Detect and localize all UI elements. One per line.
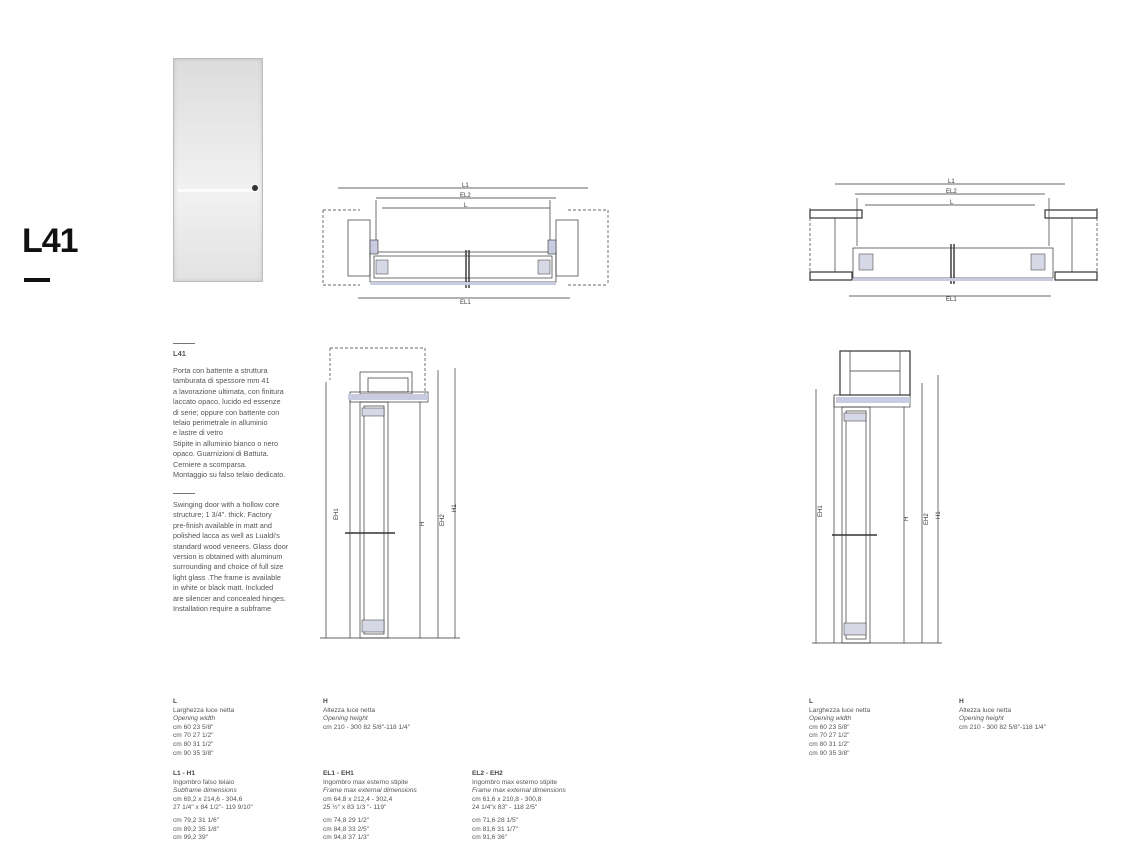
spec-H <box>323 698 410 732</box>
label-EL1: EL1 <box>460 300 471 305</box>
spec-name: Larghezza luce netta <box>173 706 235 714</box>
spec-row: cm 74,8 29 1/2" <box>323 816 369 824</box>
label-H1: H1 <box>936 511 942 519</box>
spec-row: cm 99,2 39" <box>173 834 208 842</box>
page-title: L41 <box>22 222 78 260</box>
section-drawing-right <box>812 345 947 650</box>
description-it-text: Porta con battente a struttura tamburata di spessore mm 41 a lavorazione ultimata, con finitura laccato opaco, lucido ed essenze di serie; oppure con battente con telaio perimetrale in alluminio e lastre di vetro Stipite in alluminio bianco o nero opaco. Guarnizioni di Battuta. Cerniere a scomparsa. Montaggio su falso telaio dedicato. <box>173 366 286 480</box>
spec-row: cm 89,2 35 1/8" <box>173 825 219 833</box>
spec-code: H <box>323 698 328 705</box>
spec-row: cm 60 23 5/8" <box>809 723 850 731</box>
description-en <box>173 500 313 614</box>
label-L: L <box>950 200 954 206</box>
plan-drawing-right <box>805 176 1105 301</box>
door-knob-icon <box>252 185 258 191</box>
spec-row: cm 80 31 1/2" <box>809 740 850 748</box>
label-L1: L1 <box>948 179 955 185</box>
spec-row: cm 90 35 3/8" <box>809 749 850 757</box>
label-EH1: EH1 <box>334 508 340 520</box>
spec-code: EL2 - EH2 <box>472 770 503 777</box>
spec-name-en: Opening height <box>959 715 1004 723</box>
spec-name: Ingombro max esterno stipite <box>472 778 558 786</box>
description-en-text: Swinging door with a hollow core structure; 1 3/4". thick. Factory pre-finish available in matt and polished lacca as well as Lualdi's standard wood veneers. Glass door version is obtained with aluminum surrounding and choice of full size light glass .The frame is available in white or black matt. Included are silencer and concealed hinges. Installation require a subframe <box>173 500 289 614</box>
divider <box>173 343 195 344</box>
spec-row: cm 81,6 31 1/7" <box>472 825 518 833</box>
spec-name: Larghezza luce netta <box>809 706 871 714</box>
spec-EL1-EH1 <box>323 770 417 843</box>
spec-row: cm 84,8 33 2/5" <box>323 825 369 833</box>
plan-drawing-left <box>318 180 613 305</box>
label-EH2: EH2 <box>924 513 930 525</box>
label-H: H <box>420 521 426 526</box>
label-EL2: EL2 <box>946 189 957 195</box>
spec-row: cm 60 23 5/8" <box>173 723 214 731</box>
spec-row: 25 ½" x 83 1/3 "- 119" <box>323 804 387 812</box>
spec-row: cm 210 - 300 82 5/8"-118 1/4" <box>323 723 411 731</box>
label-EH1: EH1 <box>818 505 824 517</box>
spec-row: cm 64,8 x 212,4 - 302,4 <box>323 795 393 803</box>
spec-code: EL1 - EH1 <box>323 770 354 777</box>
spec-row: cm 61,6 x 210,8 - 300,8 <box>472 795 542 803</box>
spec-row: cm 70 27 1/2" <box>173 732 214 740</box>
spec-row: cm 79,2 31 1/6" <box>173 816 219 824</box>
product-code: L41 <box>173 349 186 358</box>
spec-row: cm 80 31 1/2" <box>173 740 214 748</box>
spec-code: L1 - H1 <box>173 770 195 777</box>
spec-row: cm 210 - 300 82 5/8"-118 1/4" <box>959 723 1047 731</box>
label-EH2: EH2 <box>440 514 446 526</box>
spec-name: Altezza luce netta <box>323 706 376 714</box>
spec-row: 27 1/4" x 84 1/2"- 119 9/10" <box>173 804 253 812</box>
spec-code: H <box>959 698 964 705</box>
door-photo <box>173 58 263 282</box>
label-L: L <box>464 203 468 209</box>
spec-row: cm 71,6 28 1/5" <box>472 816 518 824</box>
title-underline <box>24 278 50 282</box>
label-EL1: EL1 <box>946 297 957 301</box>
spec-row: 24 1/4"x 83" - 118 2/5" <box>472 804 538 812</box>
spec-row: cm 94,8 37 1/3" <box>323 834 369 842</box>
spec-name-en: Opening height <box>323 715 368 723</box>
label-H1: H1 <box>452 504 458 512</box>
description-it <box>173 366 313 480</box>
spec-name-en: Opening width <box>173 715 216 723</box>
spec-name-en: Frame max external dimensions <box>472 787 566 795</box>
spec-row: cm 90 35 3/8" <box>173 749 214 757</box>
spec-name: Ingombro max esterno stipite <box>323 778 409 786</box>
divider <box>173 493 195 494</box>
spec-H-right <box>959 698 1046 732</box>
label-EL2: EL2 <box>460 193 471 199</box>
spec-name-en: Frame max external dimensions <box>323 787 417 795</box>
spec-code: L <box>809 698 814 705</box>
section-drawing-left <box>320 340 470 645</box>
spec-L1-H1 <box>173 770 253 843</box>
spec-name-en: Subframe dimensions <box>173 787 237 795</box>
spec-code: L <box>173 698 178 705</box>
spec-name: Altezza luce netta <box>959 706 1012 714</box>
label-L1: L1 <box>462 183 469 189</box>
spec-name: Ingombro falso telaio <box>173 778 235 786</box>
spec-row: cm 91,6 36" <box>472 834 507 842</box>
spec-L-right <box>809 698 870 758</box>
spec-EL2-EH2 <box>472 770 566 843</box>
spec-row: cm 70 27 1/2" <box>809 732 850 740</box>
spec-L <box>173 698 234 758</box>
spec-row: cm 69,2 x 214,6 - 304,6 <box>173 795 243 803</box>
spec-name-en: Opening width <box>809 715 852 723</box>
door-reflection <box>178 189 258 192</box>
label-H: H <box>904 516 910 521</box>
